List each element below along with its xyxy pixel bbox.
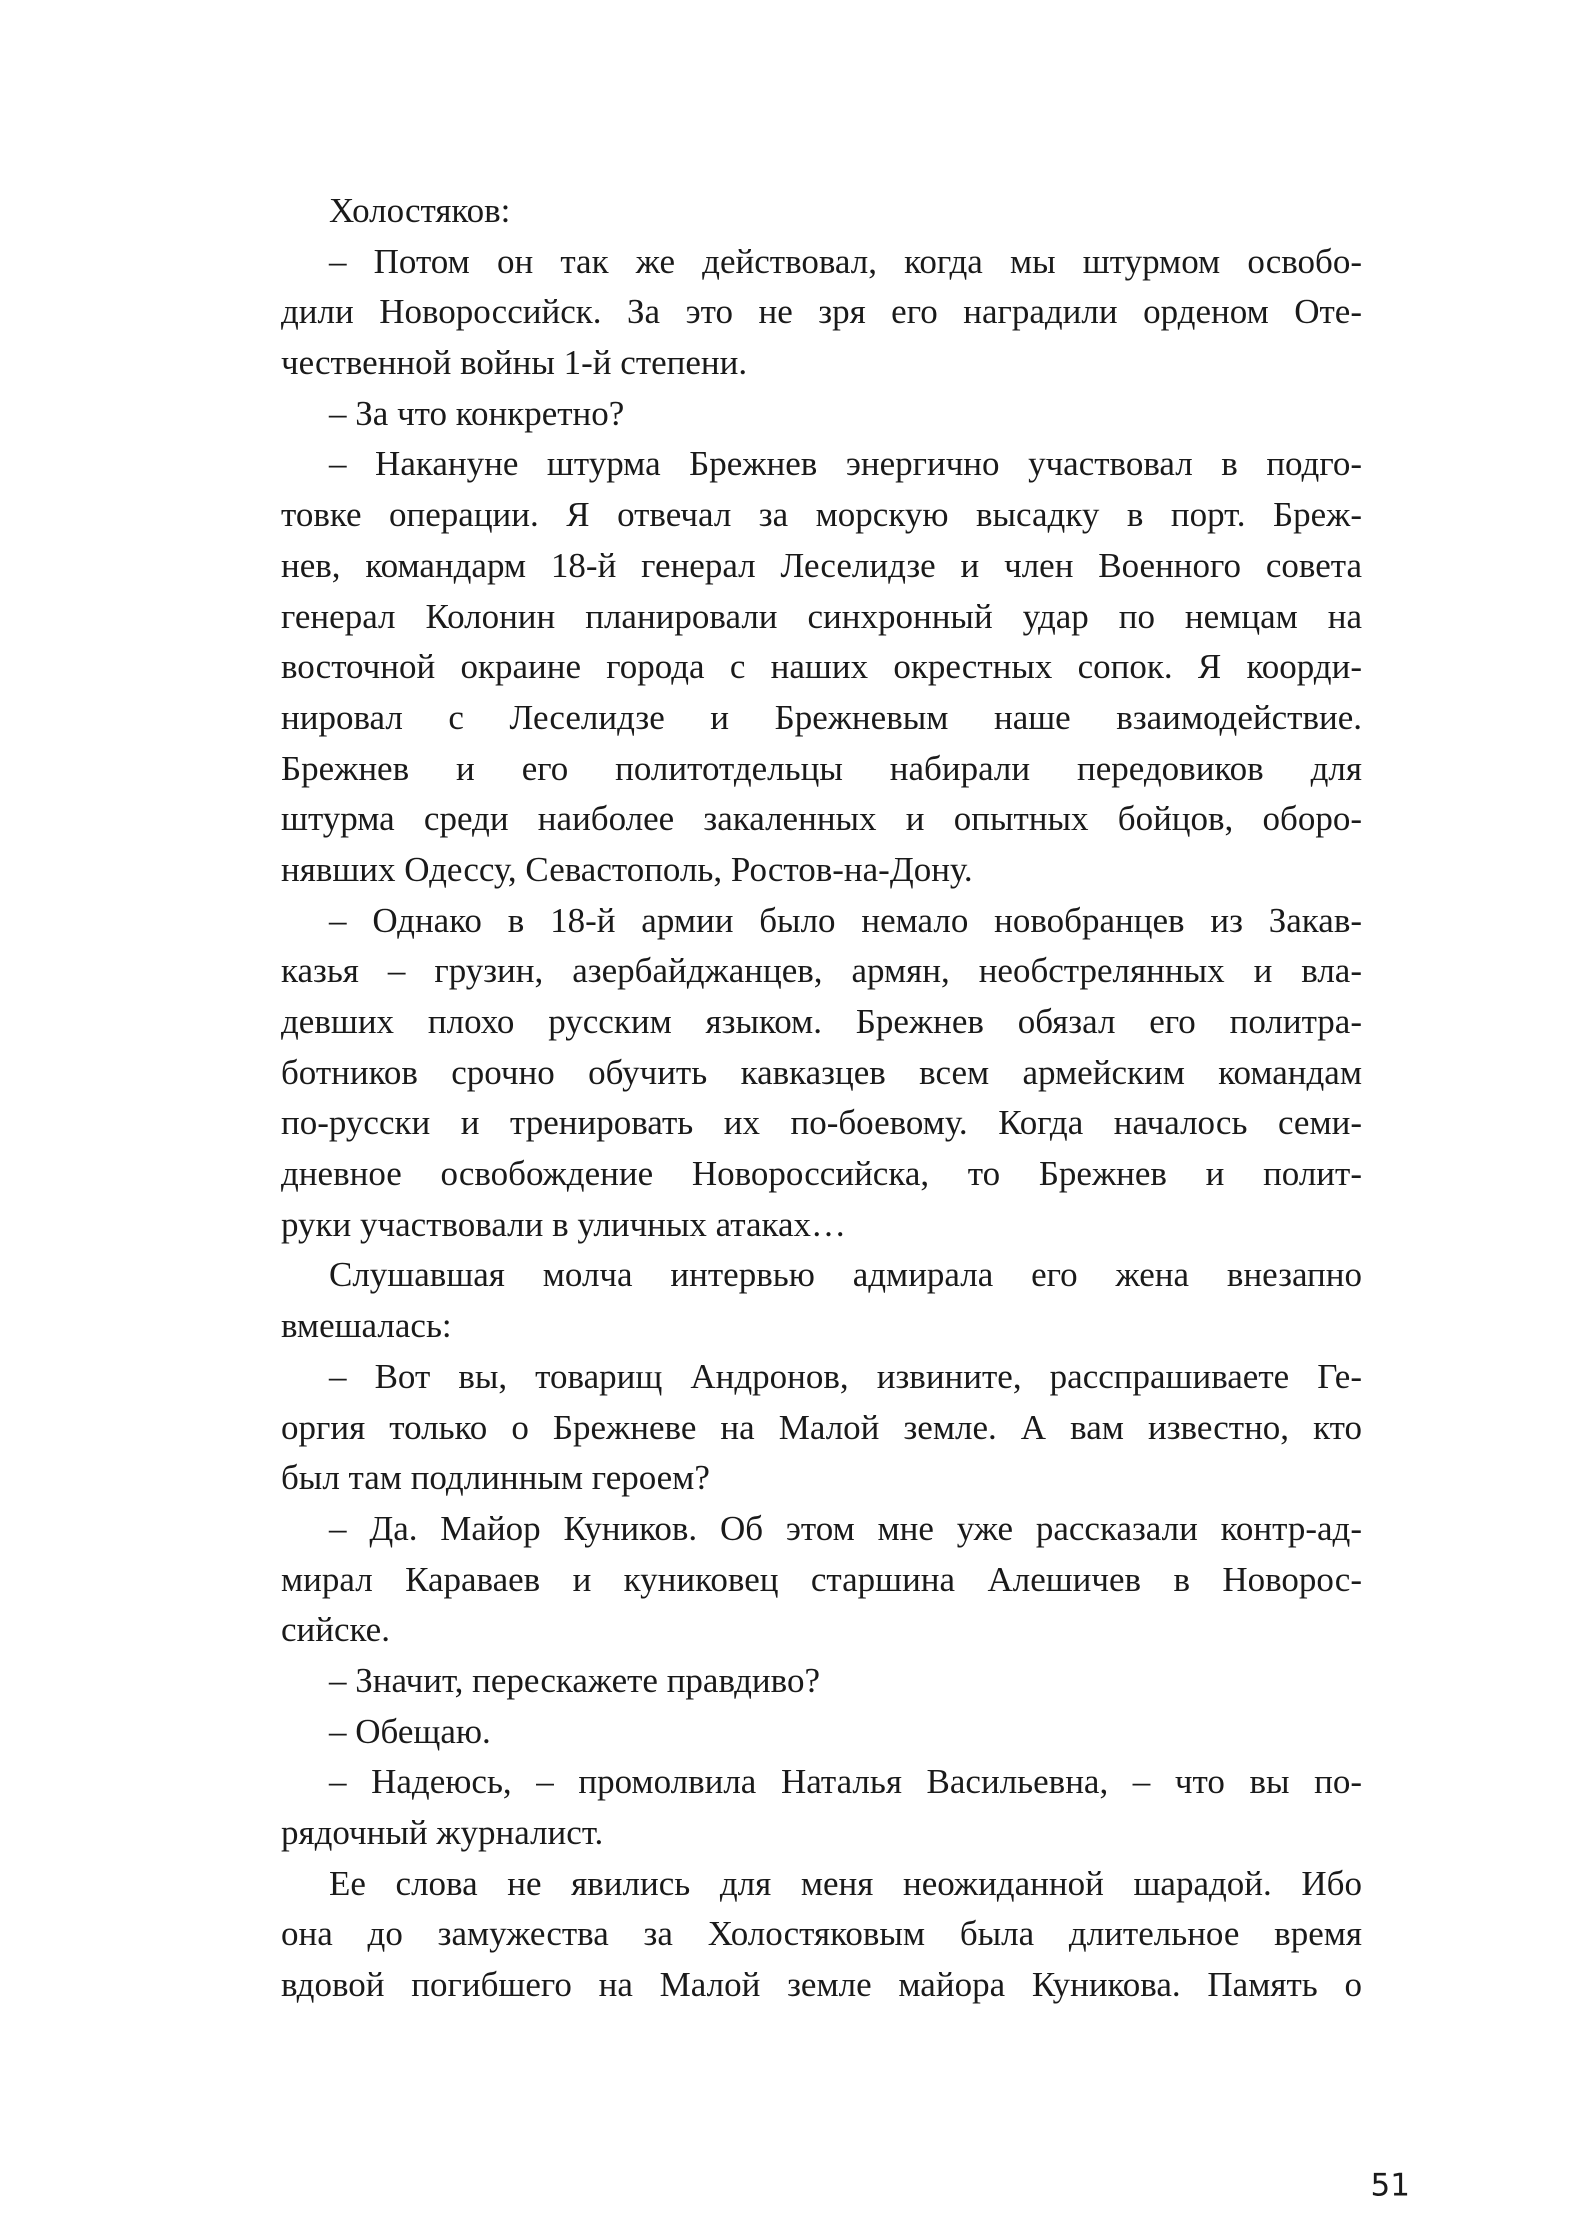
- text-line: Холостяков:: [329, 191, 511, 230]
- text-line: оргия только о Брежневе на Малой земле. А вам известно, кто: [281, 1407, 1362, 1447]
- text-line: – Накануне штурма Брежнев энергично участвовал в подго-: [329, 444, 1362, 484]
- text-line: штурма среди наиболее закаленных и опытных бойцов, оборо-: [281, 799, 1362, 839]
- text-line: казья – грузин, азербайджанцев, армян, необстрелянных и вла-: [281, 951, 1362, 991]
- text-line: девших плохо русским языком. Брежнев обязал его политра-: [281, 1002, 1362, 1041]
- text-line: – Надеюсь, – промолвила Наталья Васильевна, – что вы по-: [329, 1762, 1362, 1802]
- text-line: – Обещаю.: [329, 1711, 491, 1751]
- text-line: чественной войны 1-й степени.: [281, 343, 748, 383]
- text-line: восточной окраине города с наших окрестных сопок. Я коорди-: [281, 647, 1362, 687]
- text-line: нявших Одессу, Севастополь, Ростов-на-Дону.: [281, 849, 973, 889]
- text-line: – Однако в 18-й армии было немало новобранцев из Закав-: [329, 900, 1362, 940]
- text-line: – За что конкретно?: [329, 393, 625, 433]
- text-line: руки участвовали в уличных атаках…: [281, 1204, 847, 1244]
- body-text: [281, 186, 1362, 2011]
- text-line: дили Новороссийск. За это не зря его наградили орденом Оте-: [281, 292, 1362, 332]
- text-line: товке операции. Я отвечал за морскую высадку в порт. Бреж-: [281, 495, 1362, 535]
- page-number: 51: [1370, 2167, 1410, 2204]
- text-line: она до замужества за Холостяковым была длительное время: [281, 1914, 1362, 1954]
- text-line: ботников срочно обучить кавказцев всем армейским командам: [281, 1052, 1362, 1092]
- text-line: Слушавшая молча интервью адмирала его жена внезапно: [329, 1255, 1362, 1295]
- text-line: по-русски и тренировать их по-боевому. Когда началось семи-: [281, 1103, 1362, 1143]
- text-line: нировал с Леселидзе и Брежневым наше взаимодействие.: [281, 697, 1362, 737]
- text-line: сийске.: [281, 1610, 390, 1650]
- text-line: Брежнев и его политотдельцы набирали передовиков для: [281, 748, 1362, 788]
- text-line: нев, командарм 18-й генерал Леселидзе и член Военного совета: [281, 545, 1362, 585]
- text-line: – Потом он так же действовал, когда мы штурмом освобо-: [329, 241, 1362, 281]
- text-line: дневное освобождение Новороссийска, то Брежнев и полит-: [281, 1154, 1362, 1194]
- text-line: был там подлинным героем?: [281, 1458, 710, 1498]
- text-line: Ее слова не явились для меня неожиданной шарадой. Ибо: [329, 1863, 1362, 1903]
- text-line: – Да. Майор Куников. Об этом мне уже рассказали контр-ад-: [329, 1508, 1362, 1548]
- text-line: вмешалась:: [281, 1306, 452, 1346]
- text-line: вдовой погибшего на Малой земле майора Куникова. Память о: [281, 1965, 1362, 2005]
- text-line: – Значит, перескажете правдиво?: [329, 1660, 820, 1700]
- text-line: рядочный журналист.: [281, 1813, 604, 1852]
- text-line: – Вот вы, товарищ Андронов, извините, расспрашиваете Ге-: [329, 1356, 1362, 1396]
- text-line: мирал Караваев и куниковец старшина Алешичев в Новорос-: [281, 1559, 1362, 1599]
- text-line: генерал Колонин планировали синхронный удар по немцам на: [281, 596, 1362, 636]
